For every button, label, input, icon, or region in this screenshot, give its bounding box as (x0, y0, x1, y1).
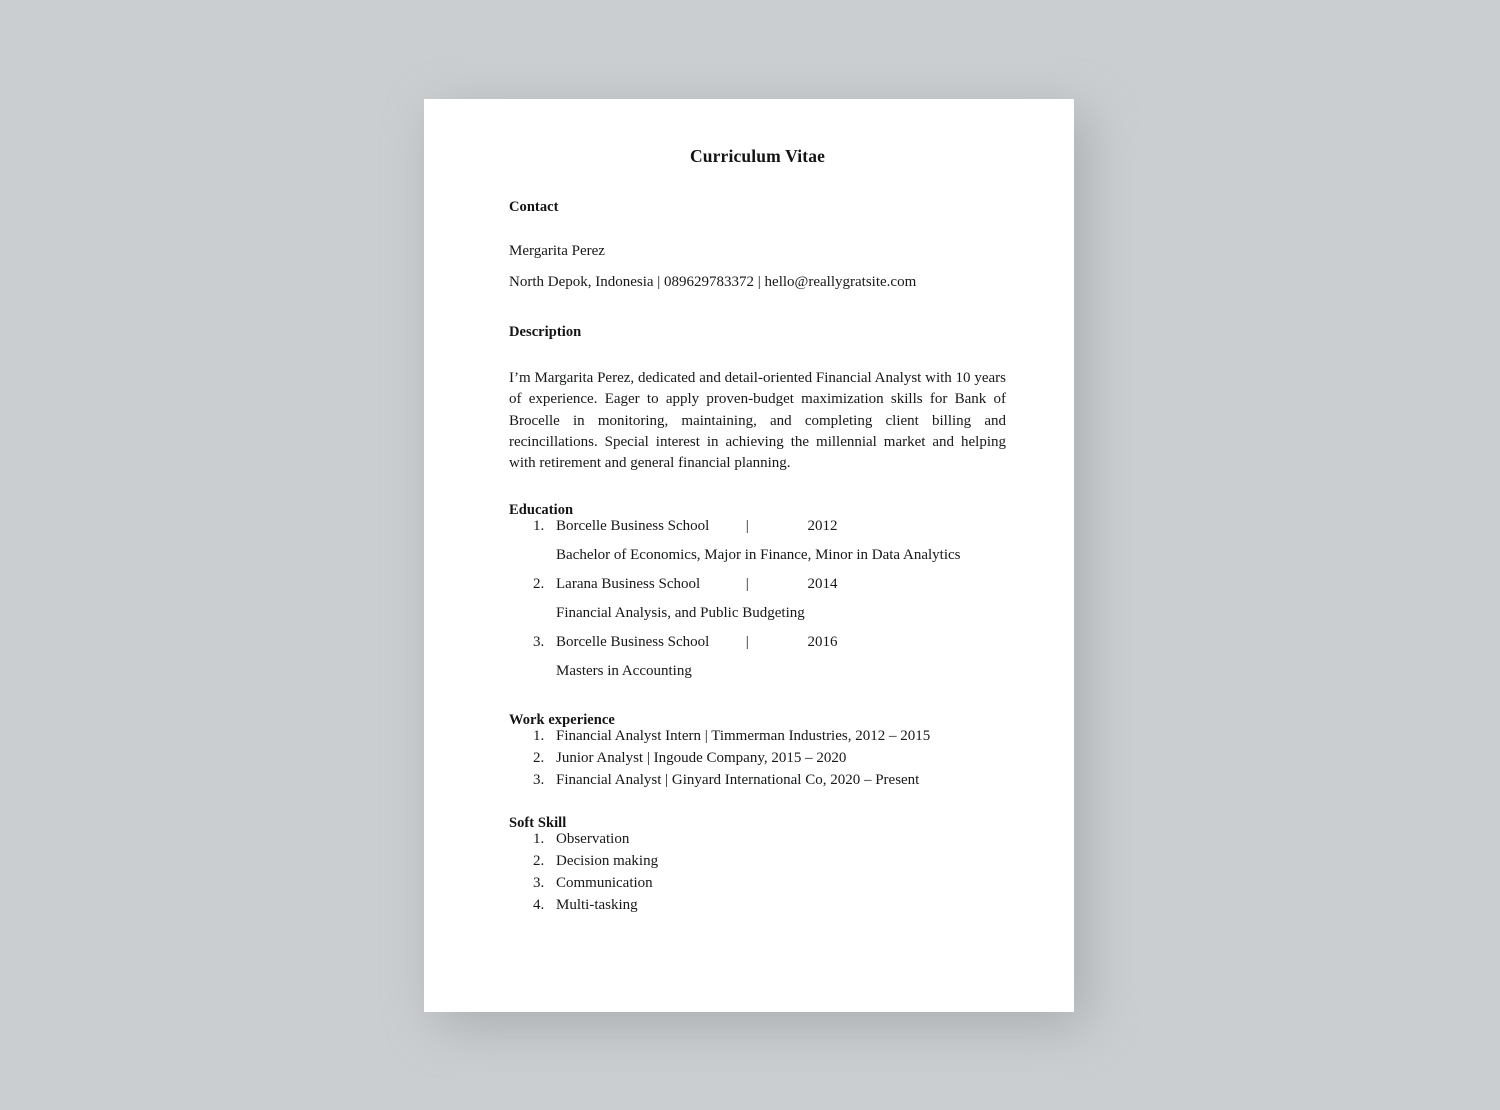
education-list (509, 519, 1006, 679)
education-school: Larana Business School (556, 576, 701, 593)
soft-skill-item (509, 854, 1006, 869)
list-marker: 2. (533, 576, 545, 593)
description-paragraph: I’m Margarita Perez, dedicated and detail-oriented Financial Analyst with 10 years of experience. Eager to apply proven-budget maximization skills for Bank of Brocelle in monitoring, maintaining, and completing client billing and recincillations. Special interest in achieving the millennial market and helping with retirement and general financial planning. (509, 370, 1006, 472)
section-heading-work-experience: Work experience (509, 712, 615, 729)
education-separator: | (745, 634, 749, 651)
education-item (509, 635, 1006, 650)
soft-skill-text: Decision making (556, 853, 659, 870)
section-heading-soft-skill: Soft Skill (509, 815, 567, 832)
list-marker: 2. (533, 750, 545, 767)
document-content (509, 99, 1006, 913)
work-experience-item (509, 751, 1006, 766)
list-marker: 3. (533, 634, 545, 651)
cv-document-page (424, 99, 1074, 1012)
list-marker: 1. (533, 518, 545, 535)
section-heading-description: Description (509, 324, 582, 340)
soft-skill-text: Multi-tasking (556, 897, 638, 914)
soft-skill-item (509, 876, 1006, 891)
soft-skill-item (509, 898, 1006, 913)
work-experience-text: Financial Analyst | Ginyard International Co, 2020 – Present (556, 772, 920, 789)
education-degree: Bachelor of Economics, Major in Finance, Minor in Data Analytics (556, 547, 961, 564)
work-experience-item (509, 729, 1006, 744)
soft-skill-text: Communication (556, 875, 653, 892)
page-title: Curriculum Vitae (689, 146, 826, 166)
list-marker: 2. (533, 853, 545, 870)
education-item (509, 519, 1006, 534)
list-marker: 1. (533, 728, 545, 745)
education-degree: Masters in Accounting (556, 663, 692, 680)
education-separator: | (745, 576, 749, 593)
education-item (509, 577, 1006, 592)
education-school: Borcelle Business School (556, 634, 710, 651)
education-degree: Financial Analysis, and Public Budgeting (556, 605, 805, 622)
list-marker: 1. (533, 831, 545, 848)
education-year: 2012 (807, 518, 838, 535)
section-heading-contact: Contact (509, 199, 559, 215)
education-year: 2014 (807, 576, 838, 593)
list-marker: 4. (533, 897, 545, 914)
work-experience-text: Financial Analyst Intern | Timmerman Industries, 2012 – 2015 (556, 728, 931, 745)
work-experience-list (509, 729, 1006, 788)
section-heading-education: Education (509, 502, 574, 519)
soft-skill-list (509, 832, 1006, 913)
work-experience-text: Junior Analyst | Ingoude Company, 2015 – 2020 (556, 750, 847, 767)
education-school: Borcelle Business School (556, 518, 710, 535)
soft-skill-item (509, 832, 1006, 847)
education-separator: | (745, 518, 749, 535)
contact-details: North Depok, Indonesia | 089629783372 | hello@reallygratsite.com (509, 274, 917, 290)
work-experience-item (509, 773, 1006, 788)
education-year: 2016 (807, 634, 838, 651)
contact-name: Mergarita Perez (509, 243, 605, 259)
list-marker: 3. (533, 875, 545, 892)
list-marker: 3. (533, 772, 545, 789)
soft-skill-text: Observation (556, 831, 630, 848)
